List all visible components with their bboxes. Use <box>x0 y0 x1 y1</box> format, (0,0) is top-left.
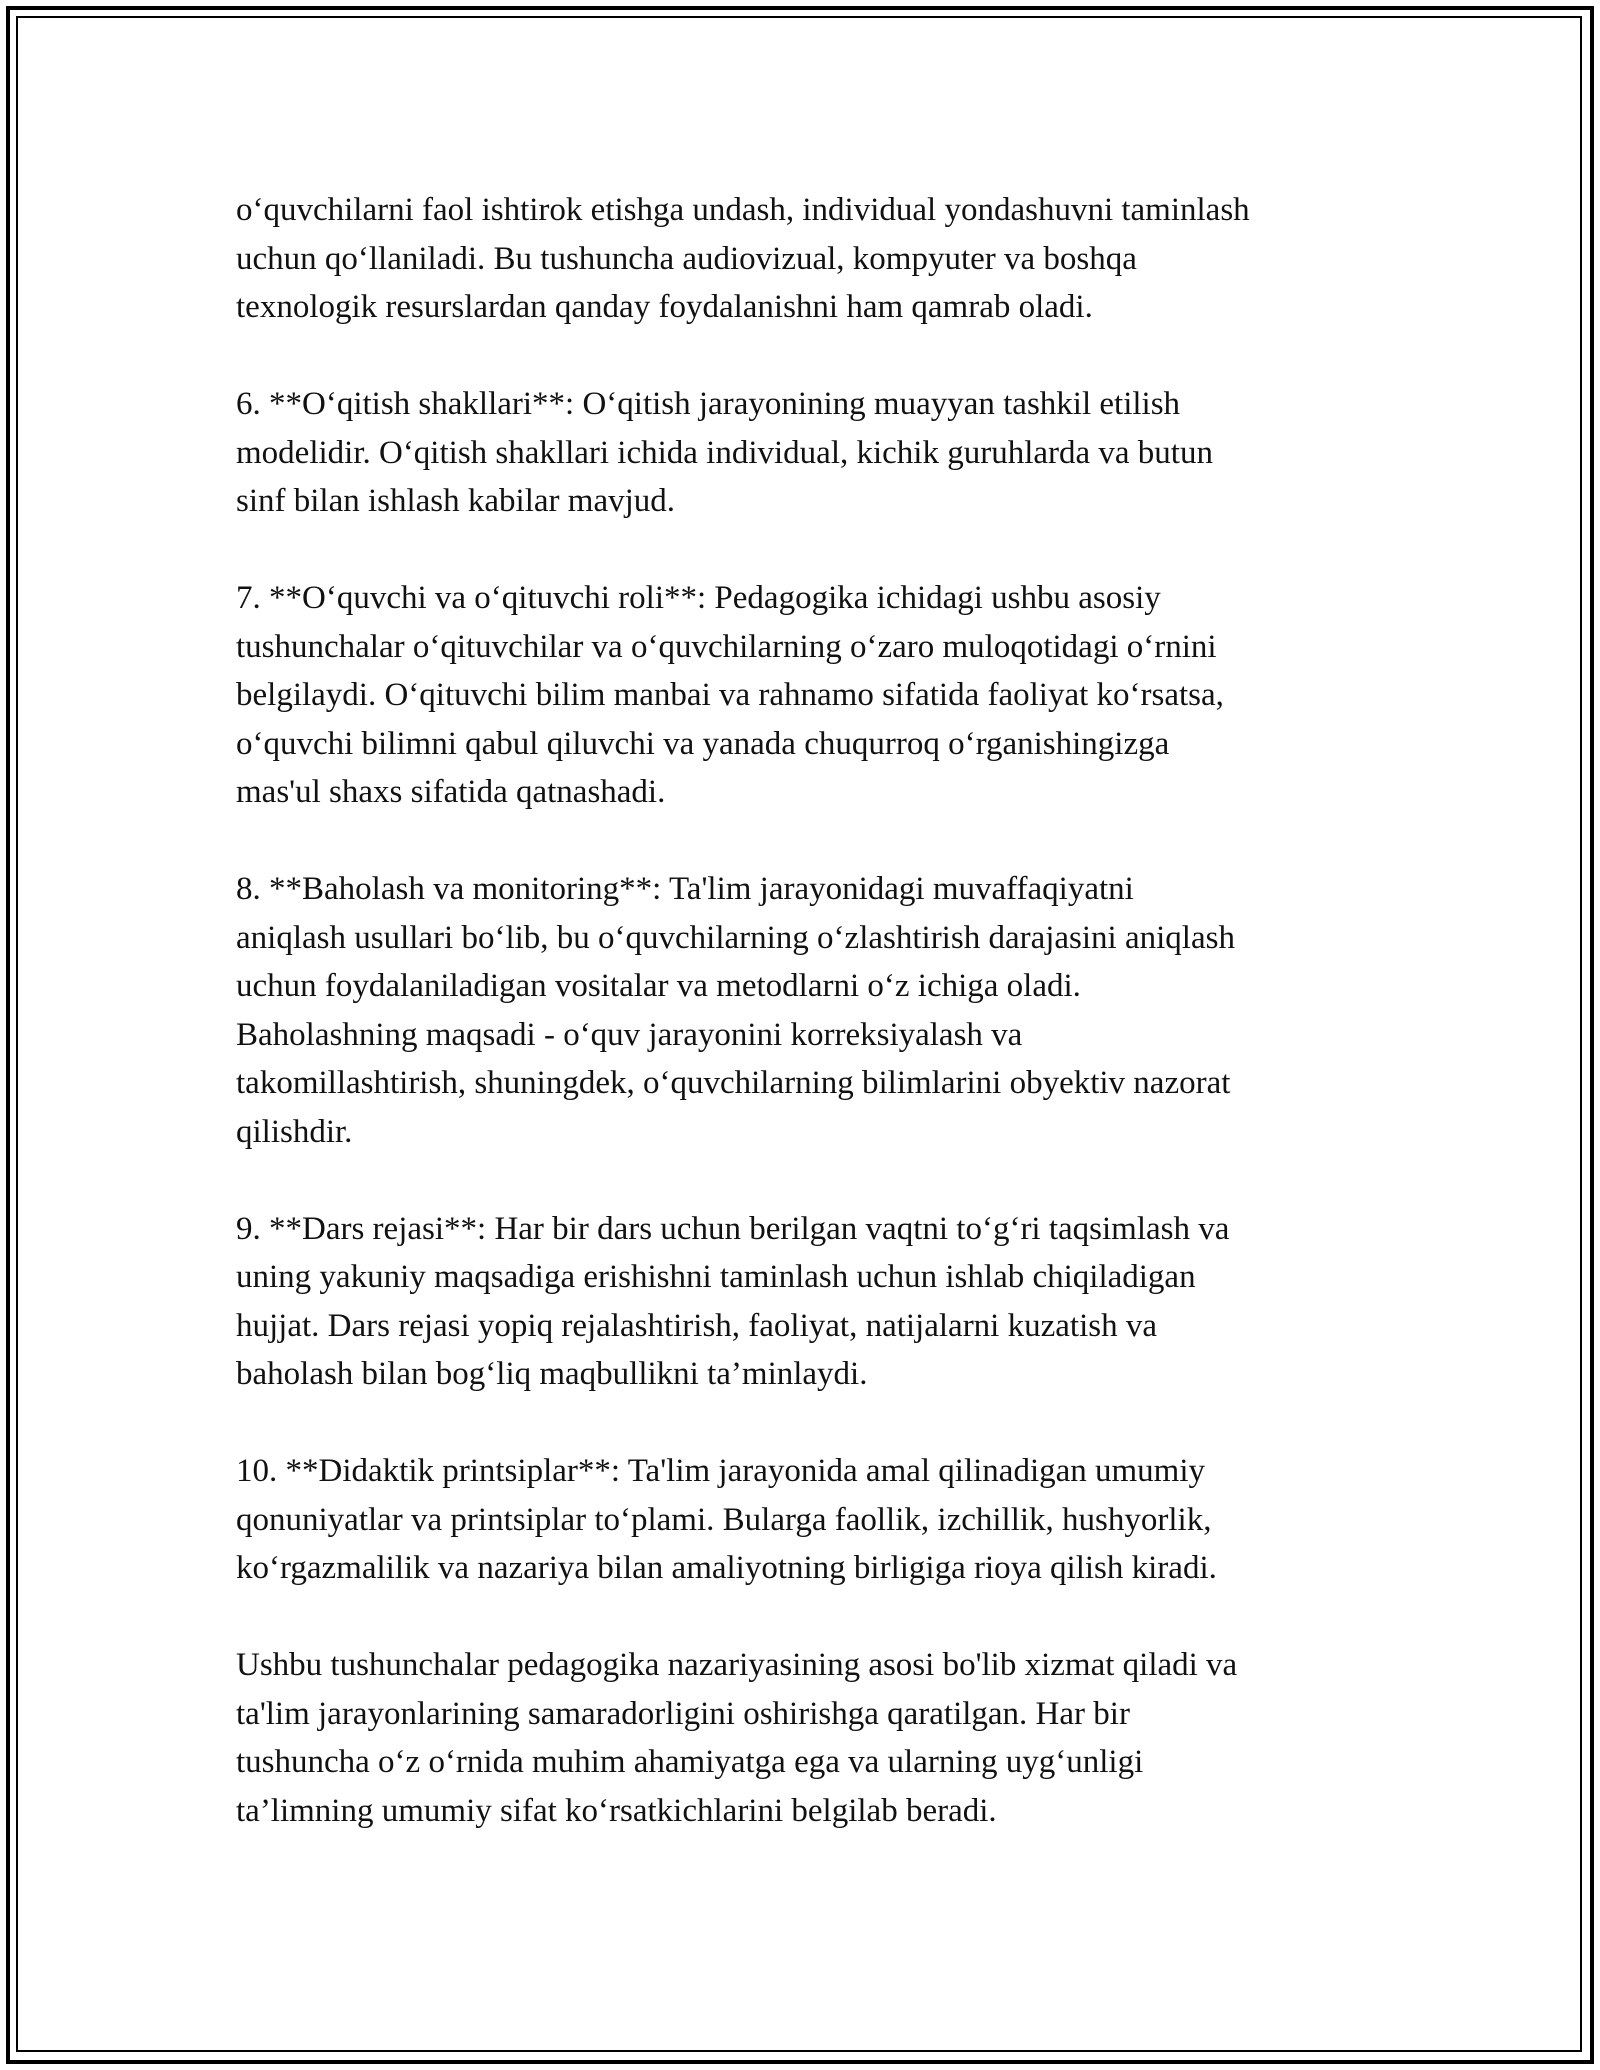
document-body <box>236 186 1376 1835</box>
paragraph-item-6: 6. **O‘qitish shakllari**: O‘qitish jarayonining muayyan tashkil etilish modelidir. O‘qitish shakllari ichida individual, kichik guruhlarda va butun sinf bilan ishlash kabilar mavjud. <box>236 386 1213 519</box>
paragraph-item-9: 9. **Dars rejasi**: Har bir dars uchun berilgan vaqtni to‘g‘ri taqsimlash va uning yakuniy maqsadiga erishishni taminlash uchun ishlab chiqiladigan hujjat. Dars rejasi yopiq rejalashtirish, faoliyat, natijalarni kuzatish va baholash bilan bog‘liq maqbullikni ta’minlaydi. <box>236 1210 1230 1392</box>
paragraph-item-7: 7. **O‘quvchi va o‘qituvchi roli**: Pedagogika ichidagi ushbu asosiy tushunchalar o‘qituvchilar va o‘quvchilarning o‘zaro muloqotidagi o‘rnini belgilaydi. O‘qituvchi bilim manbai va rahnamo sifatida faoliyat ko‘rsatsa, o‘quvchi bilimni qabul qiluvchi va yanada chuqurroq o‘rganishingizga mas'ul shaxs sifatida qatnashadi. <box>236 580 1224 810</box>
paragraph-intro-continuation: o‘quvchilarni faol ishtirok etishga undash, individual yondashuvni taminlash uchun qo‘llaniladi. Bu tushuncha audiovizual, kompyuter va boshqa texnologik resurslardan qanday foydalanishni ham qamrab oladi. <box>236 192 1250 325</box>
paragraph-item-10: 10. **Didaktik printsiplar**: Ta'lim jarayonida amal qilinadigan umumiy qonuniyatlar va printsiplar to‘plami. Bularga faollik, izchillik, hushyorlik, ko‘rgazmalilik va nazariya bilan amaliyotning birligiga rioya qilish kiradi. <box>236 1453 1217 1586</box>
paragraph-conclusion: Ushbu tushunchalar pedagogika nazariyasining asosi bo'lib xizmat qiladi va ta'lim jarayonlarining samaradorligini oshirishga qaratilgan. Har bir tushuncha o‘z o‘rnida muhim ahamiyatga ega va ularning uyg‘unligi ta’limning umumiy sifat ko‘rsatkichlarini belgilab beradi. <box>236 1647 1238 1829</box>
paragraph-item-8: 8. **Baholash va monitoring**: Ta'lim jarayonidagi muvaffaqiyatni aniqlash usullari bo‘lib, bu o‘quvchilarning o‘zlashtirish darajasini aniqlash uchun foydalaniladigan vositalar va metodlarni o‘z ichiga oladi. Baholashning maqsadi - o‘quv jarayonini korreksiyalash va takomillashtirish, shuningdek, o‘quvchilarning bilimlarini obyektiv nazorat qilishdir. <box>236 871 1235 1150</box>
